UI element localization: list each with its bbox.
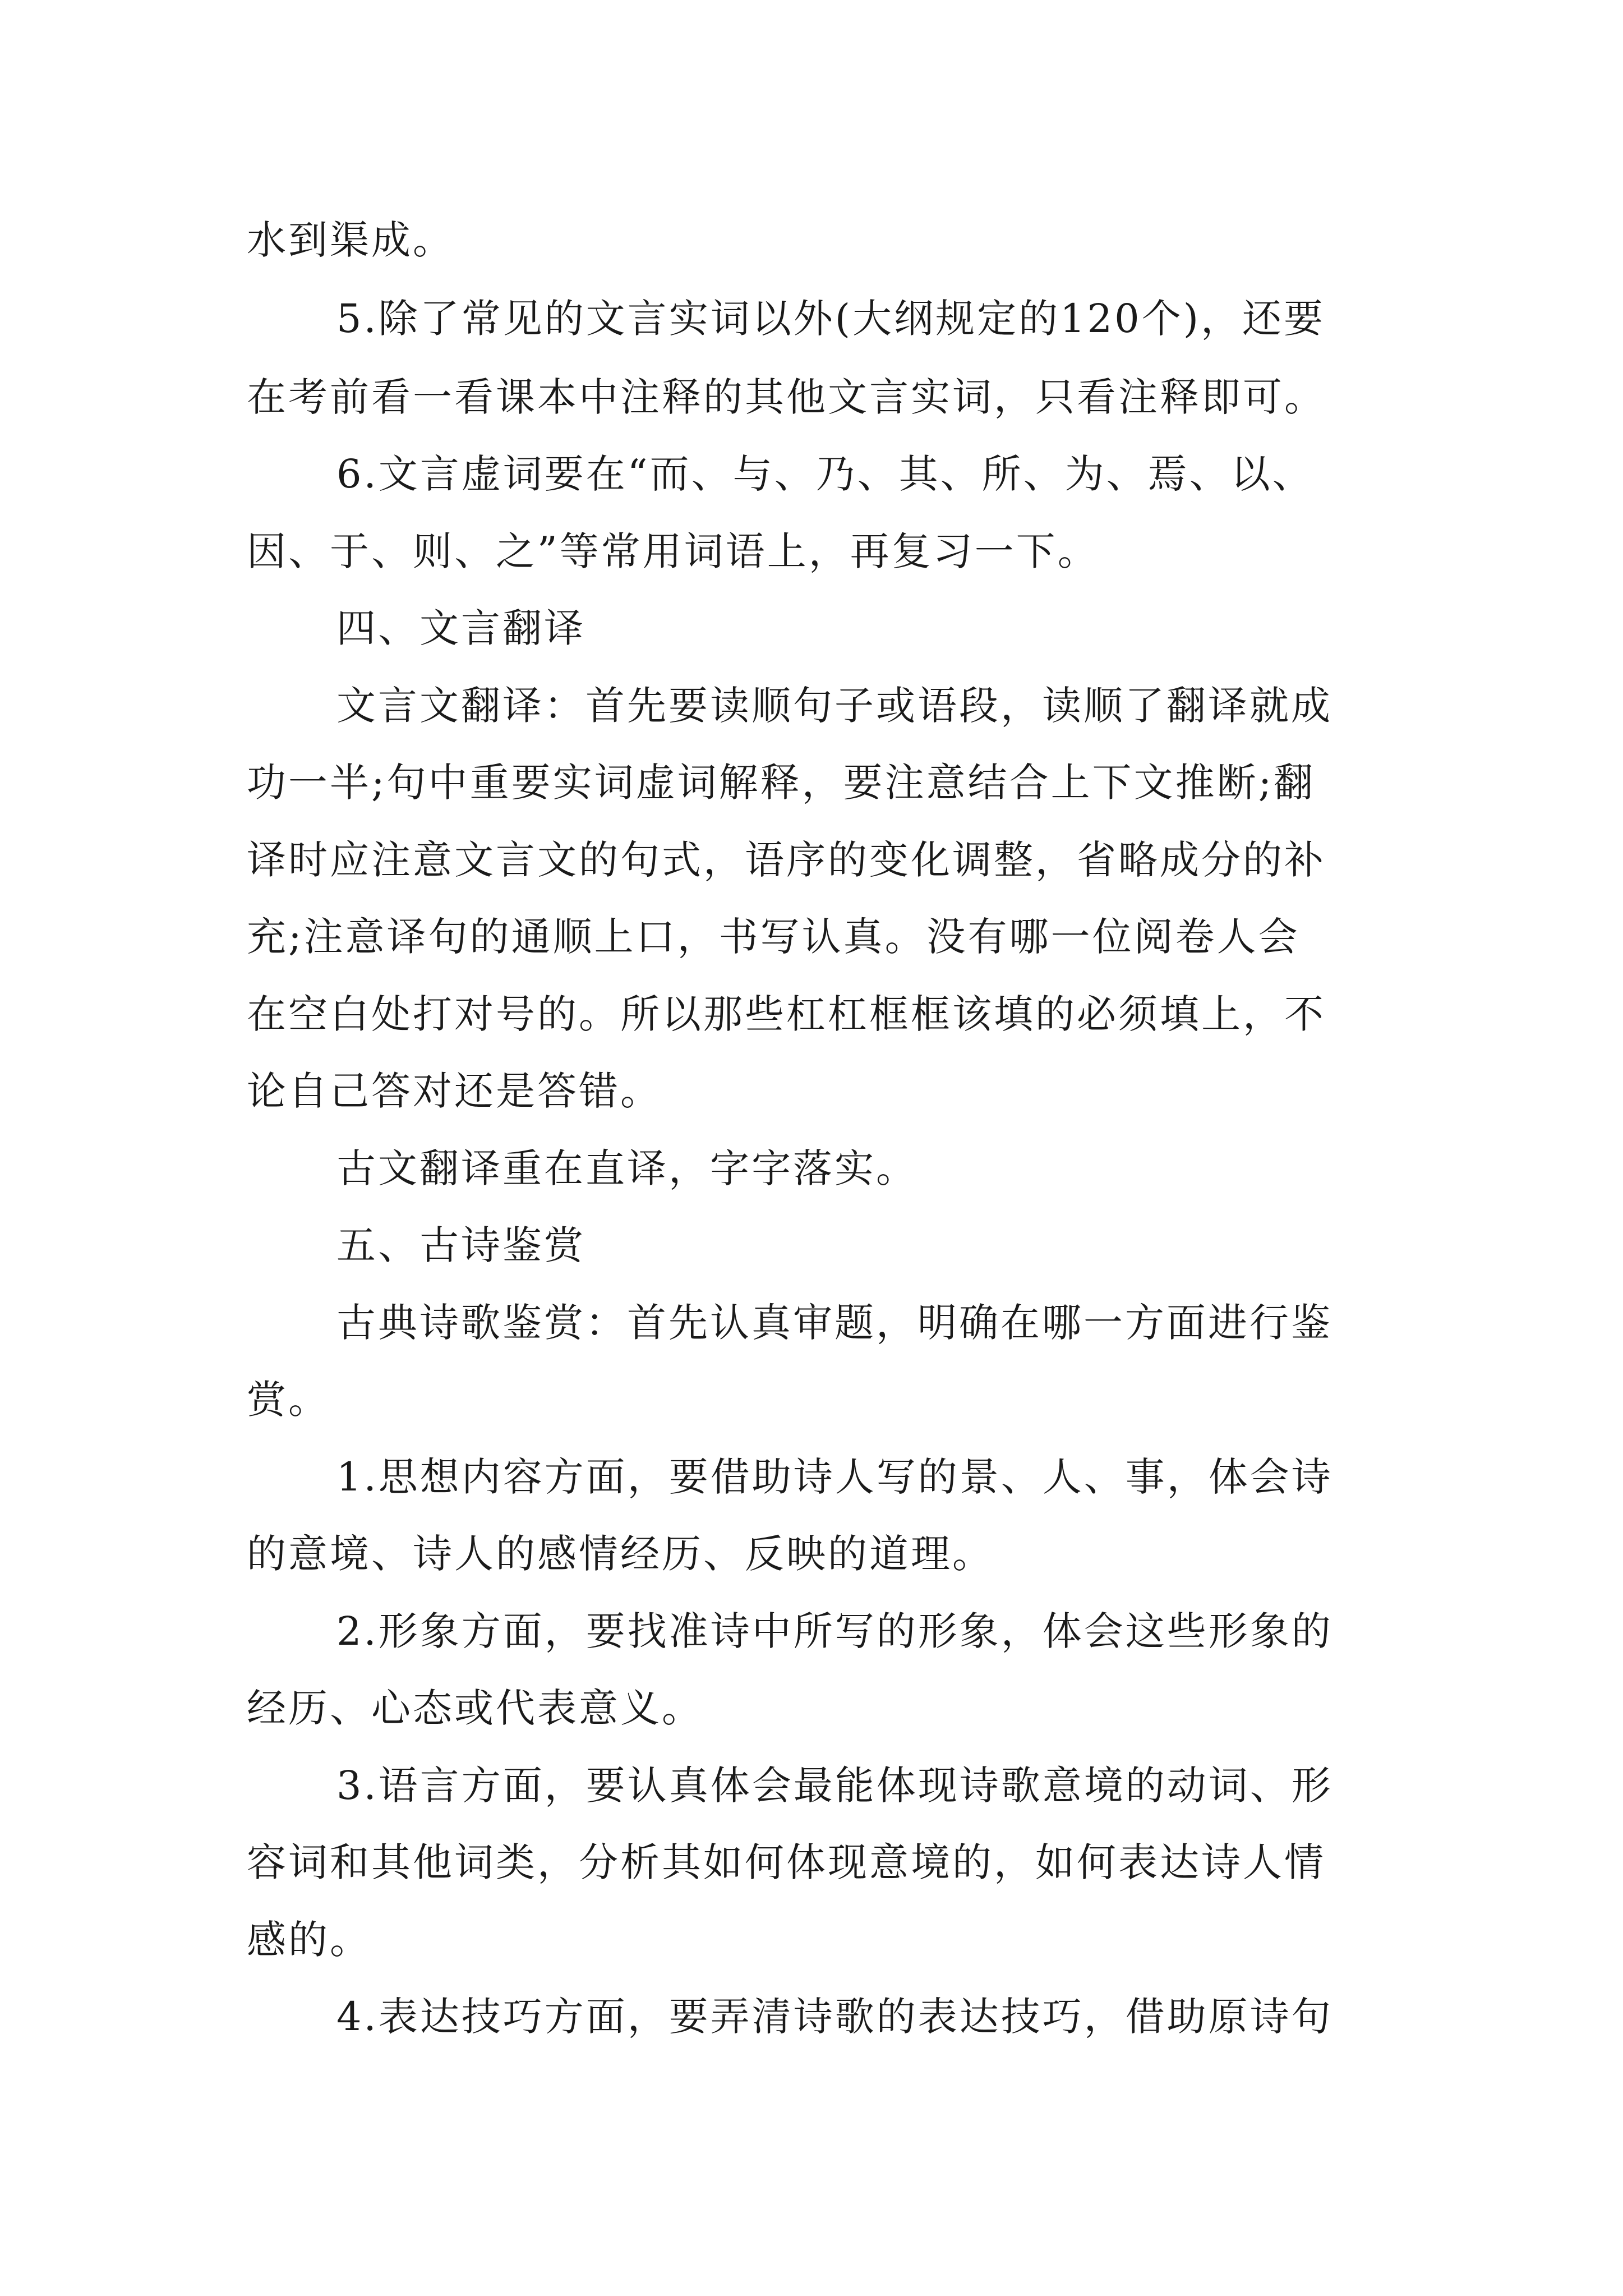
text-line: 古文翻译重在直译，字字落实。 xyxy=(336,1145,917,1191)
section-heading: 四、文言翻译 xyxy=(336,605,585,651)
text-line: 4.表达技巧方面，要弄清诗歌的表达技巧，借助原诗句 xyxy=(336,1994,1333,2040)
text-line: 古典诗歌鉴赏：首先认真审题，明确在哪一方面进行鉴 xyxy=(336,1300,1332,1346)
text-line: 文言文翻译：首先要读顺句子或语段，读顺了翻译就成 xyxy=(336,683,1332,729)
text-line: 容词和其他词类，分析其如何体现意境的，如何表达诗人情 xyxy=(247,1839,1326,1885)
text-line: 在考前看一看课本中注释的其他文言实词，只看注释即可。 xyxy=(247,374,1326,420)
section-heading: 五、古诗鉴赏 xyxy=(336,1222,585,1268)
text-line: 感的。 xyxy=(247,1917,371,1963)
text-line: 功一半;句中重要实词虚词解释，要注意结合上下文推断;翻 xyxy=(247,760,1316,806)
text-line: 5.除了常见的文言实词以外(大纲规定的120个)，还要 xyxy=(336,296,1326,342)
text-line: 论自己答对还是答错。 xyxy=(247,1068,662,1114)
text-line: 的意境、诗人的感情经历、反映的道理。 xyxy=(247,1531,994,1577)
text-line: 充;注意译句的通顺上口，书写认真。没有哪一位阅卷人会 xyxy=(247,914,1300,960)
text-line: 1.思想内容方面，要借助诗人写的景、人、事，体会诗 xyxy=(336,1454,1333,1500)
text-line: 3.语言方面，要认真体会最能体现诗歌意境的动词、形 xyxy=(336,1763,1333,1809)
text-line: 2.形象方面，要找准诗中所写的形象，体会这些形象的 xyxy=(336,1608,1333,1654)
text-line: 在空白处打对号的。所以那些杠杠框框该填的必须填上，不 xyxy=(247,991,1326,1037)
text-line: 因、于、则、之”等常用词语上，再复习一下。 xyxy=(247,528,1099,574)
text-line: 水到渠成。 xyxy=(247,217,454,263)
text-line: 经历、心态或代表意义。 xyxy=(247,1685,703,1731)
text-line: 6.文言虚词要在“而、与、乃、其、所、为、焉、以、 xyxy=(336,451,1314,497)
text-line: 译时应注意文言文的句式，语序的变化调整，省略成分的补 xyxy=(247,837,1326,883)
text-line: 赏。 xyxy=(247,1377,330,1423)
